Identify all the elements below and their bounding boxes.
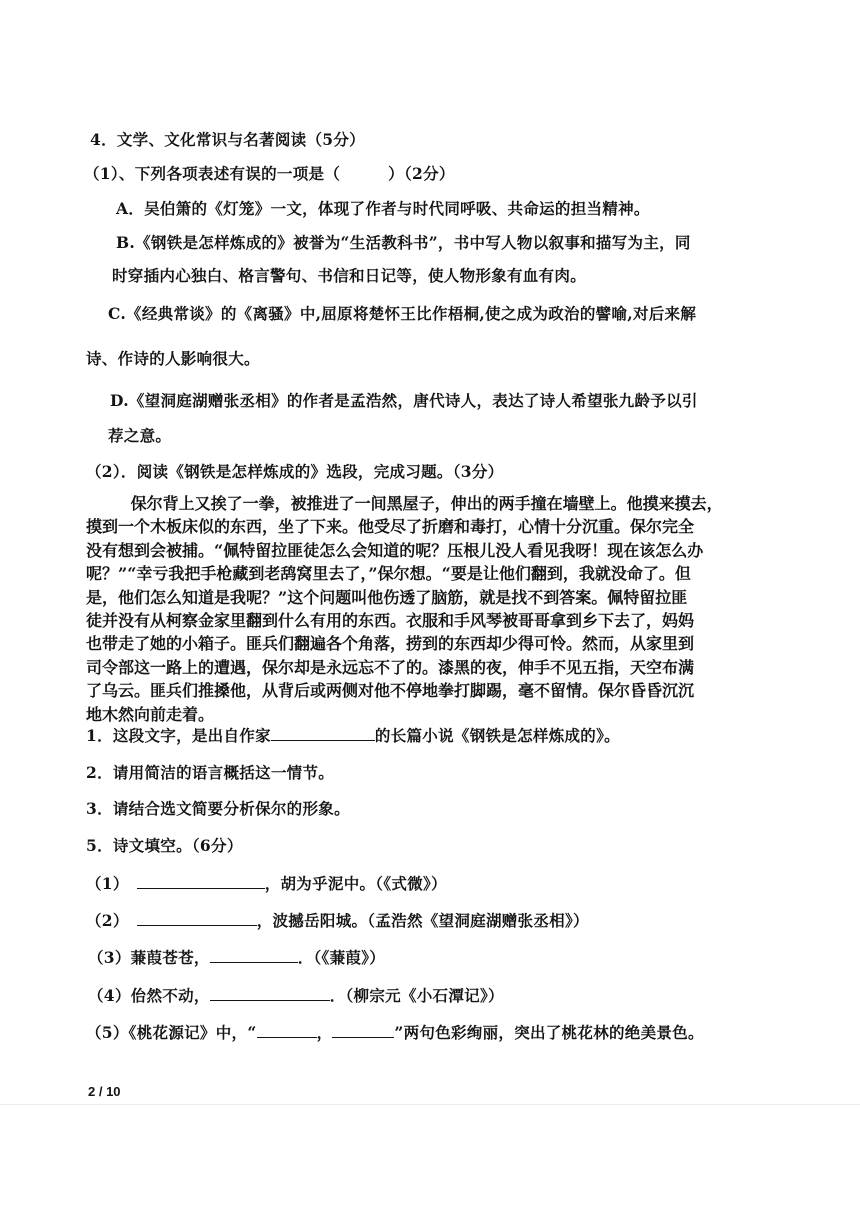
- q4-sub1-lead: （1）、下列各项表述有误的一项是（: [84, 164, 341, 183]
- passage-line: 保尔背上又挨了一拳，被推进了一间黑屋子，伸出的两手撞在墙壁上。他摸来摸去，: [86, 494, 723, 513]
- page-divider: [0, 1104, 860, 1105]
- q4-item1-lead: 1．这段文字，是出自作家: [86, 726, 271, 745]
- q5-fill-1-num: （1）: [86, 874, 129, 893]
- passage-line: 没有想到会被捕。“佩特留拉匪徒怎么会知道的呢？压根儿没人看见我呀！现在该怎么办: [86, 540, 704, 560]
- q4-title: 4．文学、文化常识与名著阅读（5分）: [90, 130, 365, 149]
- q5-fill-2: [86, 909, 589, 931]
- q4-option-d-line1: D.《望洞庭湖赠张丞相》的作者是孟浩然，唐代诗人，表达了诗人希望张九龄予以引: [110, 391, 698, 410]
- fill-5a-blank[interactable]: [257, 1021, 317, 1038]
- passage-line: 摸到一个木板床似的东西，坐了下来。他受尽了折磨和毒打，心情十分沉重。保尔完全: [86, 517, 695, 537]
- q5-fill-3-tail: ．（《蒹葭》）: [297, 948, 386, 967]
- q4-sub1: [84, 162, 455, 184]
- passage-line: 也带走了她的小箱子。匪兵们翻遍各个角落，捞到的东西却少得可怜。然而，从家里到: [86, 634, 695, 654]
- passage-line: 司令部这一路上的遭遇，保尔却是永远忘不了的。漆黑的夜，伸手不见五指，天空布满: [86, 657, 695, 677]
- q4-option-a: A．吴伯箫的《灯笼》一文，体现了作者与时代同呼吸、共命运的担当精神。: [116, 199, 650, 218]
- fill-2-blank[interactable]: [137, 909, 257, 926]
- q5-fill-2-tail: ，波撼岳阳城。（孟浩然《望洞庭湖赠张丞相》）: [256, 911, 589, 930]
- q5-fill-4-lead: （4）佁然不动，: [88, 986, 210, 1005]
- q5-fill-3-lead: （3）蒹葭苍苍，: [88, 948, 210, 967]
- q5-fill-2-num: （2）: [86, 911, 129, 930]
- reading-passage: [86, 492, 746, 726]
- q4-option-d-line2: 荐之意。: [108, 426, 172, 445]
- fill-3-blank[interactable]: [210, 946, 298, 963]
- q5-title: 5．诗文填空。（6分）: [86, 836, 243, 855]
- author-answer-blank[interactable]: [271, 724, 375, 741]
- q4-option-c-line1: C.《经典常谈》的《离骚》中,屈原将楚怀王比作梧桐,使之成为政治的譬喻,对后来解: [108, 304, 697, 323]
- q5-fill-5-mid: ，: [316, 1023, 333, 1042]
- q5-fill-1: [86, 872, 447, 894]
- q5-fill-5-lead: （5）《桃花源记》中，“: [86, 1023, 257, 1042]
- passage-line: 是，他们怎么知道是我呢？”这个问题叫他伤透了脑筋，就是找不到答案。佩特留拉匪: [86, 587, 688, 607]
- passage-line: 了乌云。匪兵们推搡他，从背后或两侧对他不停地拳打脚踢，毫不留情。保尔昏昏沉沉: [86, 681, 695, 701]
- q4-sub2: （2）．阅读《钢铁是怎样炼成的》选段，完成习题。（3分）: [86, 462, 504, 481]
- fill-1-blank[interactable]: [137, 872, 265, 889]
- q5-fill-4: [88, 984, 504, 1006]
- q5-fill-3: [88, 946, 385, 968]
- q4-item3: 3．请结合选文简要分析保尔的形象。: [86, 799, 350, 818]
- page-number: 2 / 10: [88, 1084, 121, 1099]
- q5-fill-5-tail: ”两句色彩绚丽，突出了桃花林的绝美景色。: [394, 1023, 704, 1042]
- q4-option-c-line2: 诗、作诗的人影响很大。: [86, 349, 260, 368]
- fill-5b-blank[interactable]: [332, 1021, 394, 1038]
- q4-option-b-line2: 时穿插内心独白、格言警句、书信和日记等，使人物形象有血有肉。: [112, 266, 587, 285]
- q5-fill-5: [86, 1021, 704, 1043]
- q4-item1-tail: 的长篇小说《钢铁是怎样炼成的》。: [374, 726, 620, 745]
- q4-item2: 2．请用简洁的语言概括这一情节。: [86, 763, 335, 782]
- passage-line: 地木然向前走着。: [86, 704, 215, 724]
- passage-line: 呢？”“幸亏我把手枪藏到老鸹窝里去了，”保尔想。“要是让他们翻到，我就没命了。但: [86, 564, 691, 584]
- q4-item1: [86, 724, 620, 746]
- q4-sub1-tail: ）（2分）: [388, 164, 455, 183]
- q4-option-b-line1: B.《钢铁是怎样炼成的》被誉为“生活教科书”，书中写人物以叙事和描写为主，同: [116, 233, 691, 252]
- passage-line: 徒并没有从柯察金家里翻到什么有用的东西。衣服和手风琴被哥哥拿到乡下去了，妈妈: [86, 611, 695, 631]
- fill-4-blank[interactable]: [210, 984, 330, 1001]
- q5-fill-1-tail: ，胡为乎泥中。（《式微》）: [264, 874, 447, 893]
- q5-fill-4-tail: ．（柳宗元《小石潭记》）: [329, 986, 504, 1005]
